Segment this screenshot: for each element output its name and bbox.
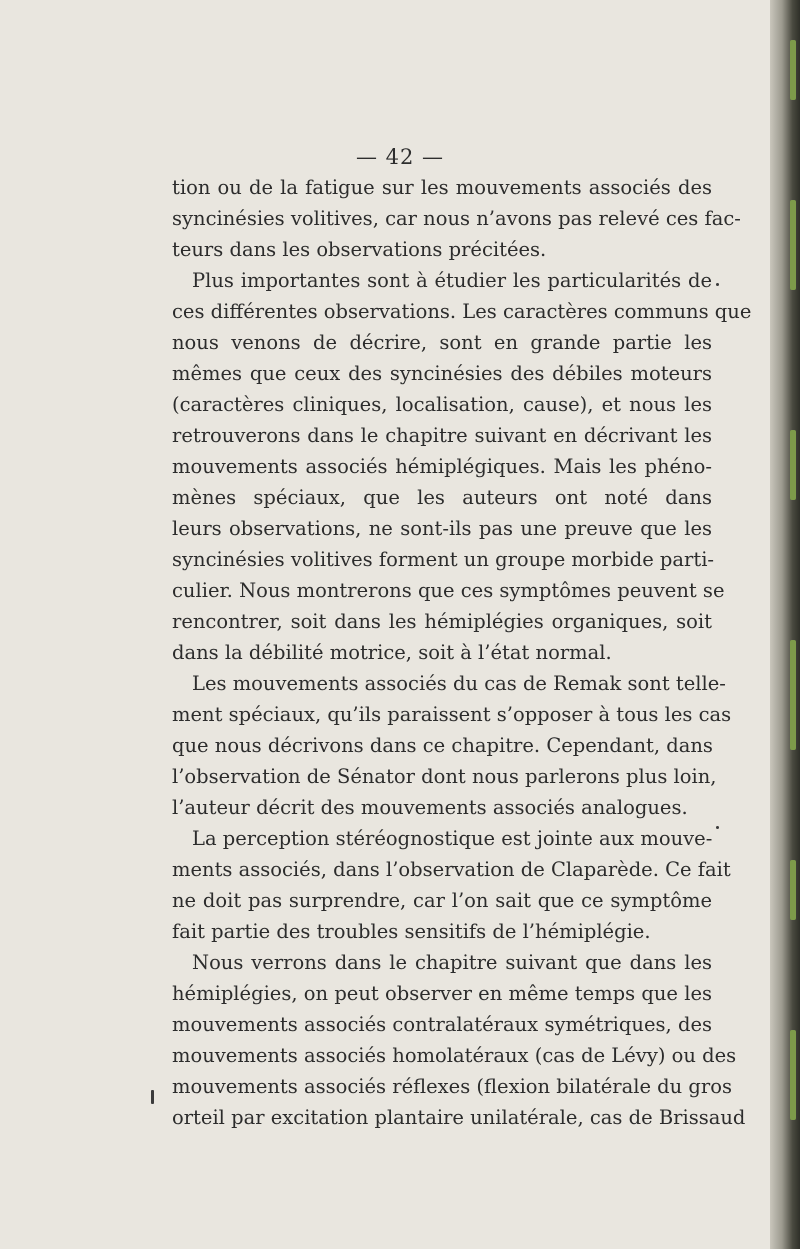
print-speck — [716, 826, 719, 829]
edge-mark — [790, 860, 796, 920]
text-line: ments associés, dans l’observation de Claparède. Ce fait — [172, 858, 731, 881]
page-number: — 42 — — [355, 145, 445, 169]
text-line: Nous verrons dans le chapitre suivant que dans les — [192, 951, 712, 974]
text-line: mouvements associés hémiplégiques. Mais les phéno- — [172, 455, 712, 478]
text-line: syncinésies volitives forment un groupe morbide parti- — [172, 548, 715, 571]
text-line: hémiplégies, on peut observer en même temps que les — [172, 982, 712, 1005]
text-line: ne doit pas surprendre, car l’on sait que ce symptôme — [172, 889, 712, 912]
print-speck — [151, 1090, 154, 1104]
text-line: nous venons de décrire, sont en grande partie les — [172, 331, 712, 354]
text-line: Plus importantes sont à étudier les particularités de — [192, 269, 712, 292]
page-edge-shadow — [770, 0, 800, 1249]
edge-mark — [790, 640, 796, 750]
edge-mark — [790, 40, 796, 100]
text-line: l’auteur décrit des mouvements associés analogues. — [172, 796, 688, 819]
text-line: l’observation de Sénator dont nous parlerons plus loin, — [172, 765, 717, 788]
text-line: fait partie des troubles sensitifs de l’hémiplégie. — [172, 920, 651, 943]
text-line: Les mouvements associés du cas de Remak sont telle- — [192, 672, 726, 695]
body-text — [172, 172, 752, 1133]
text-line: culier. Nous montrerons que ces symptômes peuvent se — [172, 579, 725, 602]
text-line: (caractères cliniques, localisation, cause), et nous les — [172, 393, 712, 416]
text-line: rencontrer, soit dans les hémiplégies organiques, soit — [172, 610, 712, 633]
text-line: mouvements associés réflexes (flexion bilatérale du gros — [172, 1075, 732, 1098]
edge-mark — [790, 200, 796, 290]
text-line: mêmes que ceux des syncinésies des débiles moteurs — [172, 362, 712, 385]
text-line: leurs observations, ne sont-ils pas une preuve que les — [172, 517, 712, 540]
edge-mark — [790, 1030, 796, 1120]
text-line: La perception stéréognostique est jointe aux mouve- — [192, 827, 713, 850]
text-line: tion ou de la fatigue sur les mouvements associés des — [172, 176, 712, 199]
text-line: ces différentes observations. Les caractères communs que — [172, 300, 752, 323]
text-line: teurs dans les observations précitées. — [172, 238, 547, 261]
text-line: retrouverons dans le chapitre suivant en décrivant les — [172, 424, 712, 447]
text-line: que nous décrivons dans ce chapitre. Cependant, dans — [172, 734, 713, 757]
text-line: dans la débilité motrice, soit à l’état normal. — [172, 641, 612, 664]
print-speck — [716, 283, 719, 286]
text-line: ment spéciaux, qu’ils paraissent s’opposer à tous les cas — [172, 703, 732, 726]
text-line: mènes spéciaux, que les auteurs ont noté dans — [172, 486, 712, 509]
text-line: mouvements associés contralatéraux symétriques, des — [172, 1013, 712, 1036]
text-line: syncinésies volitives, car nous n’avons pas relevé ces fac- — [172, 207, 741, 230]
text-line: orteil par excitation plantaire unilatérale, cas de Brissaud — [172, 1106, 746, 1129]
text-line: mouvements associés homolatéraux (cas de Lévy) ou des — [172, 1044, 737, 1067]
edge-mark — [790, 430, 796, 500]
